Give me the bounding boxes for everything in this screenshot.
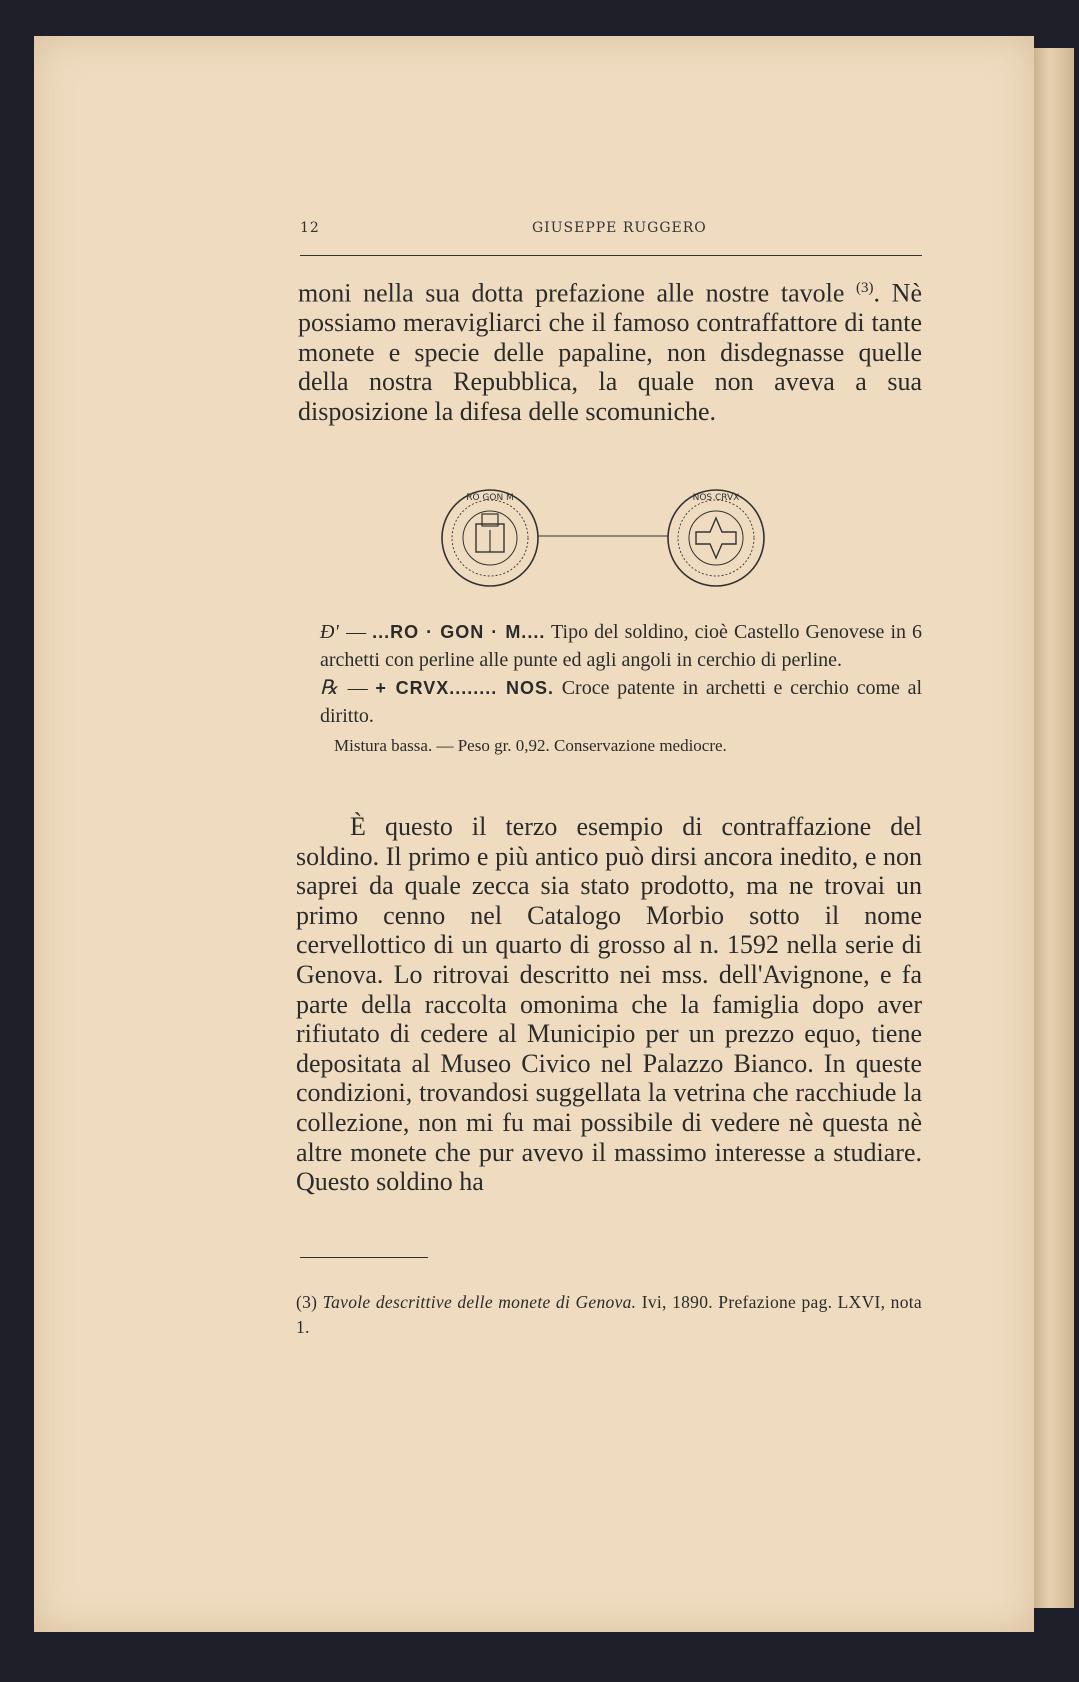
- reverse-line: [320, 674, 922, 730]
- obverse-line: [320, 618, 922, 674]
- obverse-coin: [442, 490, 538, 586]
- reverse-description: Croce patente in archetti e cerchio come al diritto.: [320, 677, 923, 727]
- footnote-title: Tavole descrittive delle monete di Genova.: [322, 1292, 637, 1312]
- obverse-dash: —: [346, 621, 367, 643]
- coin-illustration: [440, 480, 780, 600]
- reverse-dash: —: [347, 677, 368, 699]
- paragraph-1-text: moni nella sua dotta prefazione alle nostre tavole: [298, 278, 845, 308]
- obverse-description: Tipo del soldino, cioè Castello Genovese in 6 archetti con perline alle punte ed agli angoli in cerchio di perline.: [320, 621, 923, 671]
- obverse-coin-letters: RO GON M: [466, 493, 514, 503]
- coin-metadata: Mistura bassa. — Peso gr. 0,92. Conservazione mediocre.: [334, 736, 727, 755]
- footnote-rest: Ivi, 1890. Prefazione pag. LXVI, nota 1.: [296, 1292, 922, 1337]
- reverse-coin-letters: NOS CRVX: [692, 493, 740, 503]
- footnote-ref: (3): [856, 280, 874, 296]
- page-edge: [1034, 48, 1074, 1608]
- reverse-coin: [668, 490, 764, 586]
- page-number: 12: [300, 220, 320, 236]
- footnote-rule: [300, 1257, 428, 1258]
- reverse-symbol: ℞: [320, 677, 338, 699]
- paragraph-2-text: È questo il terzo esempio di contraffazione del soldino. Il primo e più antico può dirsi ancora inedito, e non saprei da quale zecca sia stato prodotto, ma ne trovai un primo cenno nel Catalogo Morbio sotto il nome cervellottico di un quarto di grosso al n. 1592 nella serie di Genova. Lo ritrovai descritto nei mss. dell'Avignone, e fa parte della raccolta omonima che la famiglia dopo aver rifiutato di cedere al Municipio per un prezzo equo, tiene depositata al Museo Civico nel Palazzo Bianco. In queste condizioni, trovandosi suggellata la vetrina che racchiude la collezione, non mi fu mai possibile di vedere nè questa nè altre monete che pur avevo il massimo interesse a studiare. Questo soldino ha: [296, 812, 922, 1197]
- reverse-inscription: + CRVX........ NOS.: [375, 678, 555, 698]
- running-title: GIUSEPPE RUGGERO: [532, 220, 707, 236]
- footnote-number: (3): [296, 1292, 318, 1312]
- obverse-symbol: Ɖ': [320, 621, 339, 643]
- header-rule: [300, 255, 922, 256]
- paragraph-1: [298, 274, 922, 426]
- paragraph-2: [296, 812, 922, 1197]
- running-header: [300, 220, 922, 260]
- footnote: [296, 1290, 922, 1340]
- obverse-inscription: ...RO · GON · M....: [372, 622, 546, 642]
- coin-legend: [320, 618, 922, 760]
- paragraph-1-text-after: . Nè possiamo meravigliarci che il famoso contraffattore di tante monete e specie delle papaline, non disdegnasse quelle della nostra Repubblica, la quale non aveva a sua disposizione la difesa delle scomuniche.: [298, 278, 922, 426]
